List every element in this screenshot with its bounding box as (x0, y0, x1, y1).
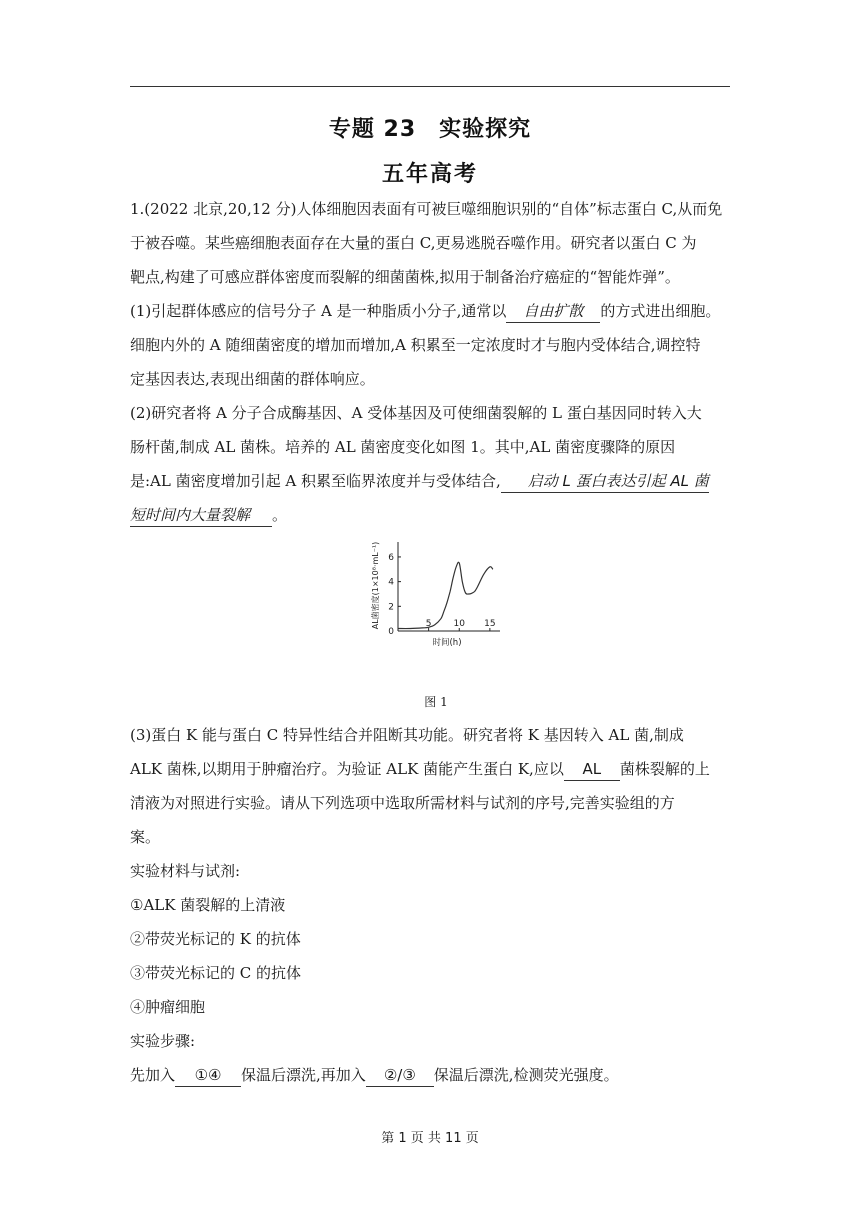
page-footer: 第 1 页 共 11 页 (381, 1131, 479, 1146)
materials-heading: 实验材料与试剂: (130, 862, 241, 880)
part2-end: 。 (272, 506, 288, 524)
y-tick-label: 2 (388, 602, 394, 613)
part1-text-a: (1)引起群体感应的信号分子 A 是一种脂质小分子,通常以 (130, 302, 507, 320)
density-chart (366, 536, 516, 686)
part1-text-b: 的方式进出细胞。 (600, 302, 721, 320)
material-item-2: ②带荧光标记的 K 的抗体 (130, 930, 301, 948)
figure-caption: 图 1 (424, 695, 448, 709)
part3-text-b: 菌株裂解的上 (619, 760, 710, 778)
header-rule (130, 86, 730, 87)
part1-line-2: 细胞内外的 A 随细菌密度的增加而增加,A 积累至一定浓度时才与胞内受体结合,调控特 (130, 336, 701, 354)
intro-line-3: 靶点,构建了可感应群体密度而裂解的细菌菌株,拟用于制备治疗癌症的“智能炸弹”。 (130, 268, 680, 286)
y-tick-label: 6 (388, 552, 394, 563)
part2-text-a: 是:AL 菌密度增加引起 A 积累至临界浓度并与受体结合, (130, 472, 501, 490)
y-axis-label: AL菌密度(1×10⁸·mL⁻¹) (371, 541, 380, 630)
material-item-1: ①ALK 菌裂解的上清液 (130, 896, 286, 914)
x-tick-label: 5 (425, 619, 432, 629)
x-axis-label: 时间(h) (432, 638, 462, 648)
y-tick-label: 4 (388, 577, 394, 588)
steps-text-c: 保温后漂洗,检测荧光强度。 (433, 1066, 619, 1084)
part3-line-1: (3)蛋白 K 能与蛋白 C 特异性结合并阻断其功能。研究者将 K 基因转入 AL 菌,制成 (130, 726, 684, 744)
material-item-4: ④肿瘤细胞 (130, 998, 206, 1016)
x-tick-label: 10 (453, 619, 465, 629)
part2-line-4 (130, 498, 742, 532)
intro-line-2: 于被吞噬。某些癌细胞表面存在大量的蛋白 C,更易逃脱吞噬作用。研究者以蛋白 C 为 (130, 234, 697, 252)
answer-blank-2b: 短时间内大量裂解 (130, 504, 272, 527)
part3-line-2 (130, 752, 742, 786)
figure-1 (130, 536, 742, 692)
y-tick-label: 0 (388, 627, 394, 637)
series-line-1 (398, 562, 496, 629)
answer-blank-2a: 启动 L 蛋白表达引起 AL 菌 (501, 470, 709, 493)
steps-text-b: 保温后漂洗,再加入 (241, 1066, 366, 1084)
intro-line-1: 1.(2022 北京,20,12 分)人体细胞因表面有可被巨噬细胞识别的“自体”标志蛋白 C,从而免 (130, 200, 723, 218)
page-title: 专题 23 实验探究 (328, 117, 532, 142)
part3-text-a: ALK 菌株,以期用于肿瘤治疗。为验证 ALK 菌能产生蛋白 K,应以 (130, 760, 564, 778)
answer-blank-1: 自由扩散 (506, 300, 600, 323)
part2-line-1: (2)研究者将 A 分子合成酶基因、A 受体基因及可使细菌裂解的 L 蛋白基因同时转入大 (130, 404, 702, 422)
answer-blank-5: ②/③ (366, 1064, 434, 1087)
steps-heading: 实验步骤: (130, 1032, 196, 1050)
x-tick-label: 15 (484, 619, 496, 629)
part1-line-3: 定基因表达,表现出细菌的群体响应。 (130, 370, 375, 388)
answer-blank-3: AL (564, 758, 620, 781)
part3-line-4: 案。 (130, 828, 161, 846)
material-item-3: ③带荧光标记的 C 的抗体 (130, 964, 302, 982)
steps-text-a: 先加入 (130, 1066, 176, 1084)
part1-line-1 (130, 294, 742, 328)
part2-line-3 (130, 464, 742, 498)
answer-blank-4: ①④ (175, 1064, 241, 1087)
question-body (130, 192, 742, 1092)
part3-line-3: 清液为对照进行实验。请从下列选项中选取所需材料与试剂的序号,完善实验组的方 (130, 794, 675, 812)
steps-line (130, 1058, 742, 1092)
part2-line-2: 肠杆菌,制成 AL 菌株。培养的 AL 菌密度变化如图 1。其中,AL 菌密度骤降的原因 (130, 438, 676, 456)
page-subtitle: 五年高考 (381, 162, 478, 187)
